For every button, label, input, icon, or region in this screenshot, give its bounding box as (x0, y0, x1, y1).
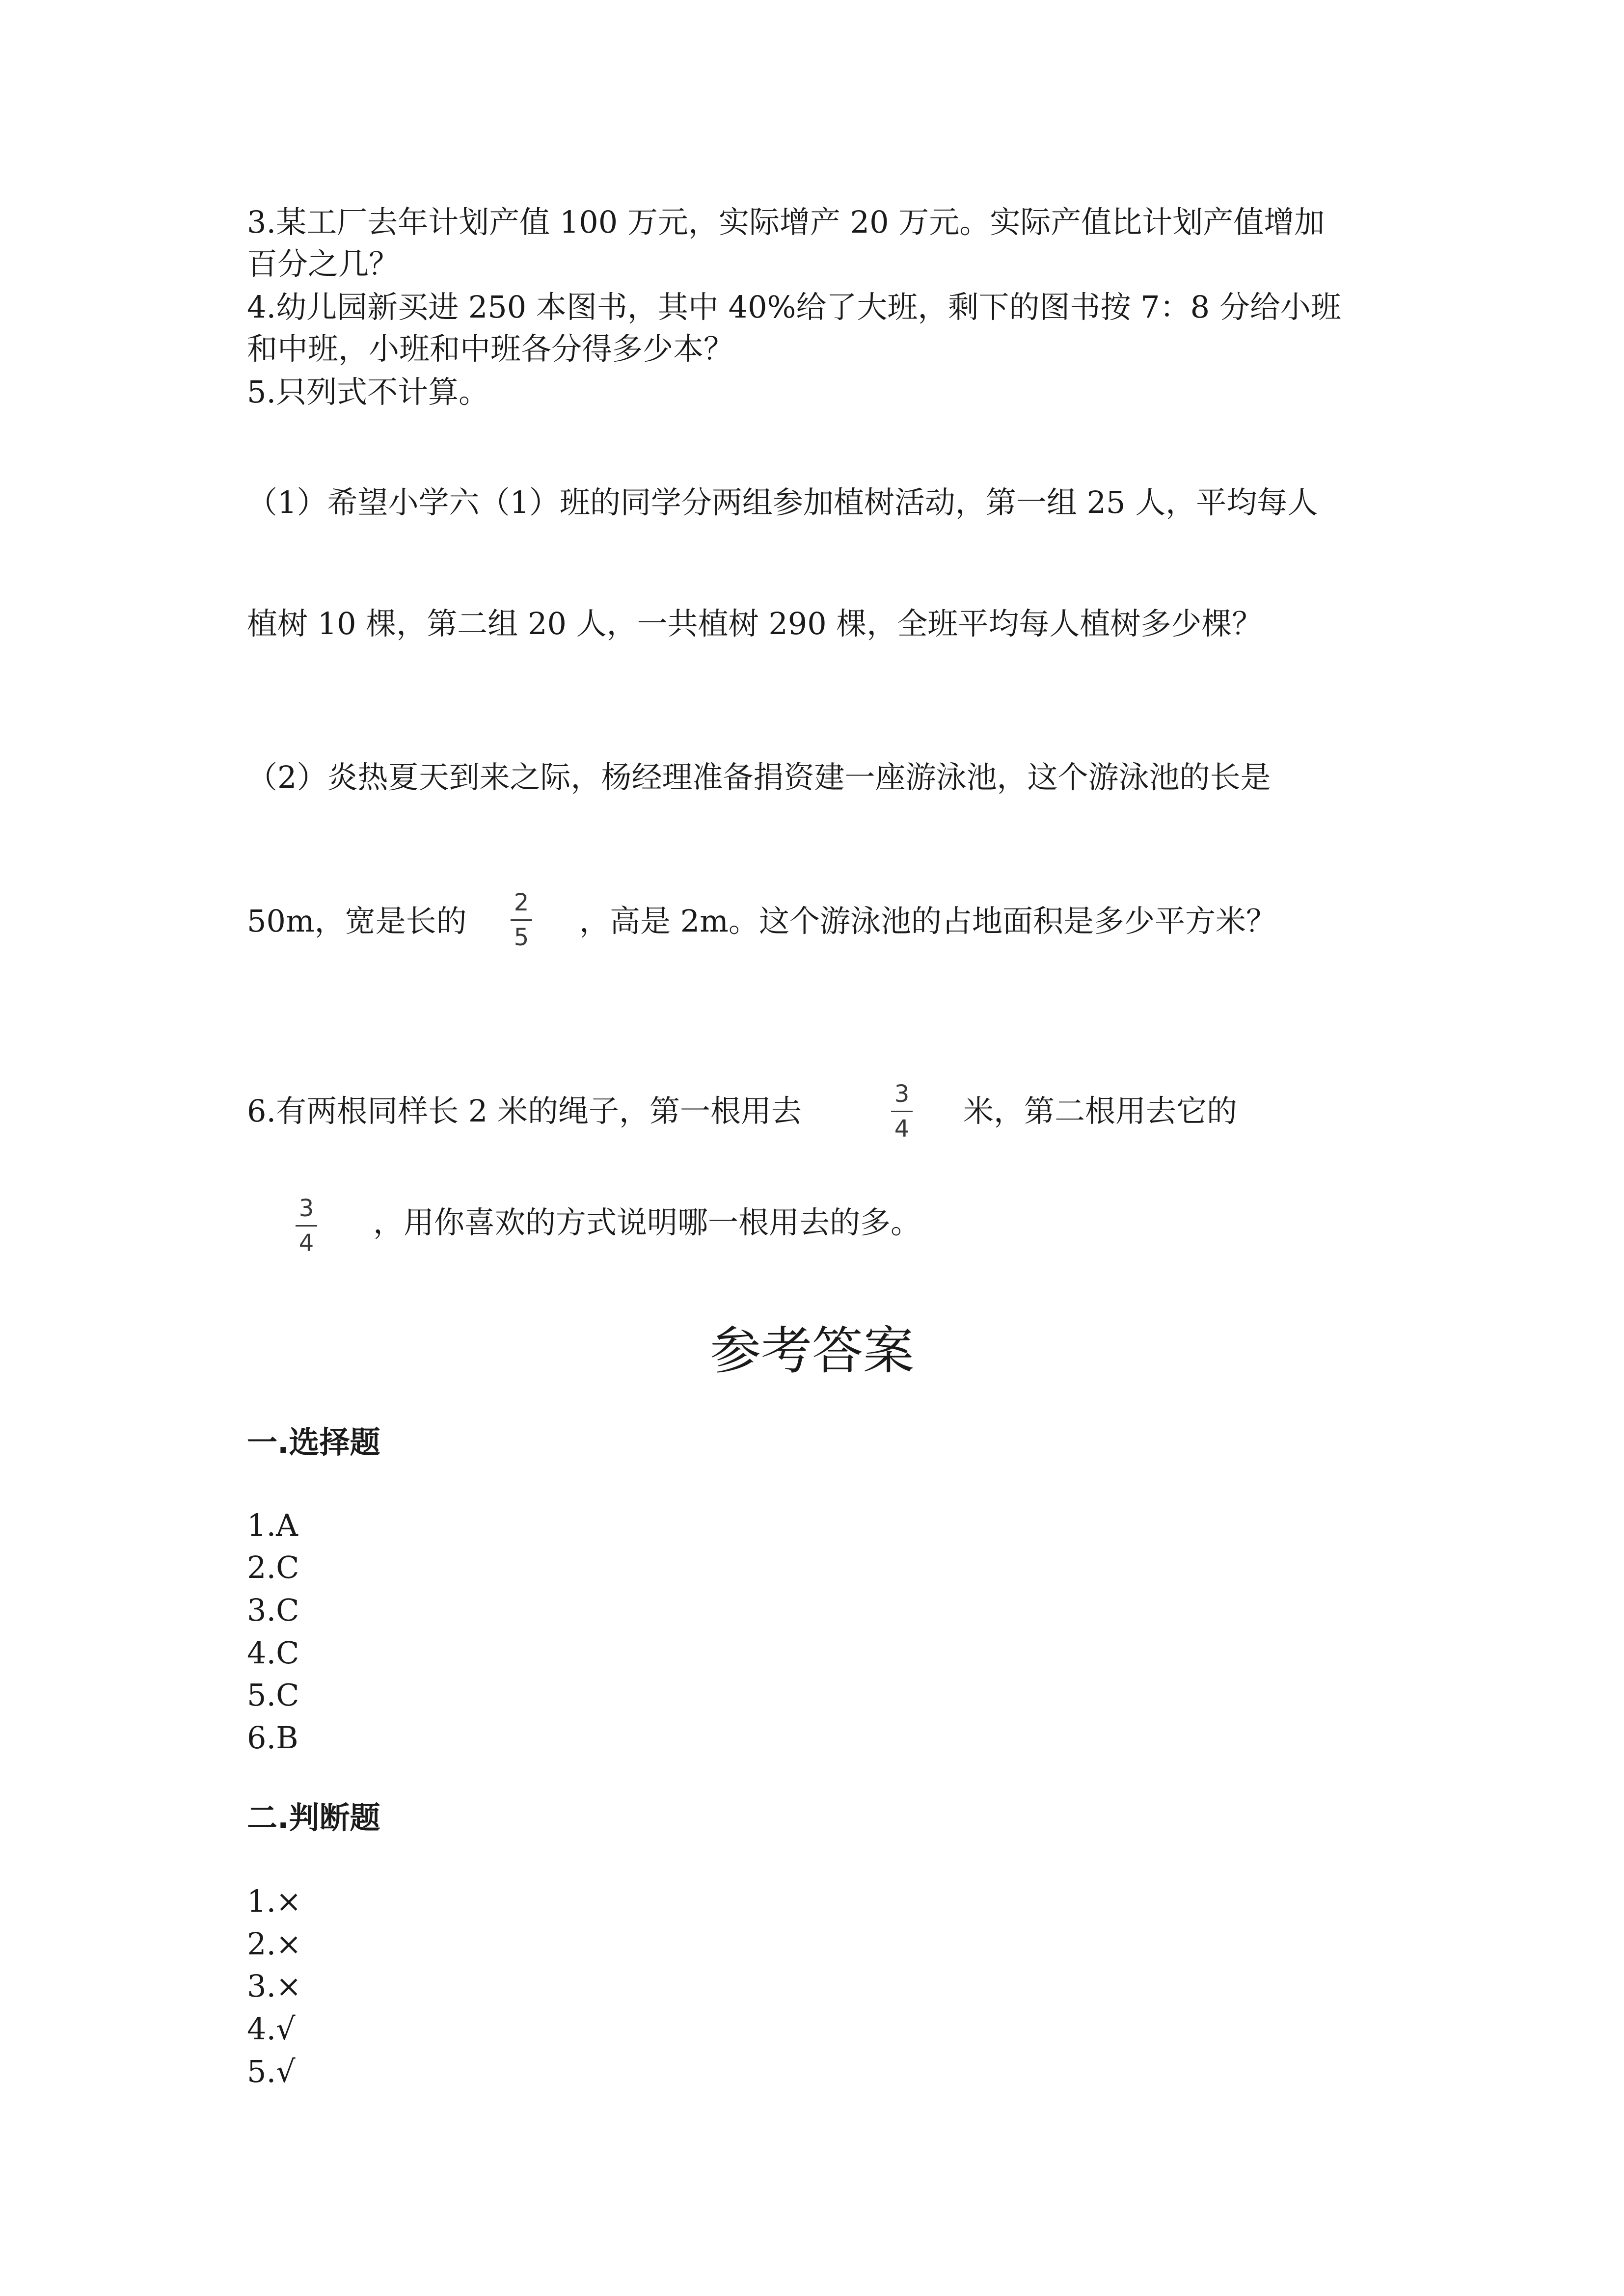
choice-answer-6: 6.B (247, 1720, 298, 1756)
choice-answer-1: 1.A (247, 1507, 298, 1543)
answer-title: 参考答案 (709, 1321, 914, 1381)
q5-1-line2: 植树 10 棵，第二组 20 人，一共植树 290 棵，全班平均每人植树多少棵？ (247, 606, 1263, 641)
judge-answer-5: 5.√ (247, 2054, 296, 2089)
q6-line1a: 6.有两根同样长 2 米的绳子，第一根用去 (247, 1093, 802, 1129)
q5-2-line2a: 50m，宽是长的 (247, 903, 467, 939)
fraction-bar (511, 919, 532, 921)
section-judge-heading: 二.判断题 (247, 1800, 380, 1836)
q4-line1: 4.幼儿园新买进 250 本图书，其中 40%给了大班，剩下的图书按 7：8 分给小班 (247, 289, 1341, 325)
fraction-three-quarters (891, 1082, 913, 1141)
q5-line1: 5.只列式不计算。 (247, 374, 489, 410)
choice-answer-3: 3.C (247, 1592, 299, 1628)
fraction-denominator: 4 (894, 1115, 910, 1143)
choice-answer-4: 4.C (247, 1635, 299, 1671)
q3-line2: 百分之几？ (247, 246, 400, 282)
judge-answer-1: 1.× (247, 1883, 302, 1919)
fraction-numerator: 3 (298, 1195, 314, 1222)
q6-line2: ，用你喜欢的方式说明哪一根用去的多。 (373, 1204, 921, 1240)
fraction-numerator: 3 (894, 1080, 910, 1108)
judge-answer-2: 2.× (247, 1926, 302, 1962)
q4-line2: 和中班，小班和中班各分得多少本？ (247, 331, 734, 367)
q5-1-line1: （1）希望小学六（1）班的同学分两组参加植树活动，第一组 25 人，平均每人 (247, 484, 1318, 520)
fraction-denominator: 4 (298, 1229, 314, 1257)
q5-2-line2b: ，高是 2m。这个游泳池的占地面积是多少平方米？ (579, 903, 1276, 939)
judge-answer-3: 3.× (247, 1968, 302, 2004)
choice-answer-5: 5.C (247, 1677, 299, 1713)
fraction-bar (891, 1111, 913, 1112)
choice-answer-2: 2.C (247, 1549, 299, 1585)
q5-2-line1: （2）炎热夏天到来之际，杨经理准备捐资建一座游泳池，这个游泳池的长是 (247, 759, 1271, 795)
fraction-denominator: 5 (514, 924, 529, 951)
fraction-bar (296, 1225, 317, 1227)
fraction-numerator: 2 (514, 889, 529, 916)
fraction-three-quarters-2 (296, 1197, 317, 1255)
judge-answer-4: 4.√ (247, 2011, 296, 2047)
q3-line1: 3.某工厂去年计划产值 100 万元，实际增产 20 万元。实际产值比计划产值增加 (247, 204, 1325, 240)
fraction-two-fifths (511, 891, 532, 949)
q6-line1b: 米，第二根用去它的 (963, 1093, 1238, 1129)
section-choice-heading: 一.选择题 (247, 1424, 380, 1460)
